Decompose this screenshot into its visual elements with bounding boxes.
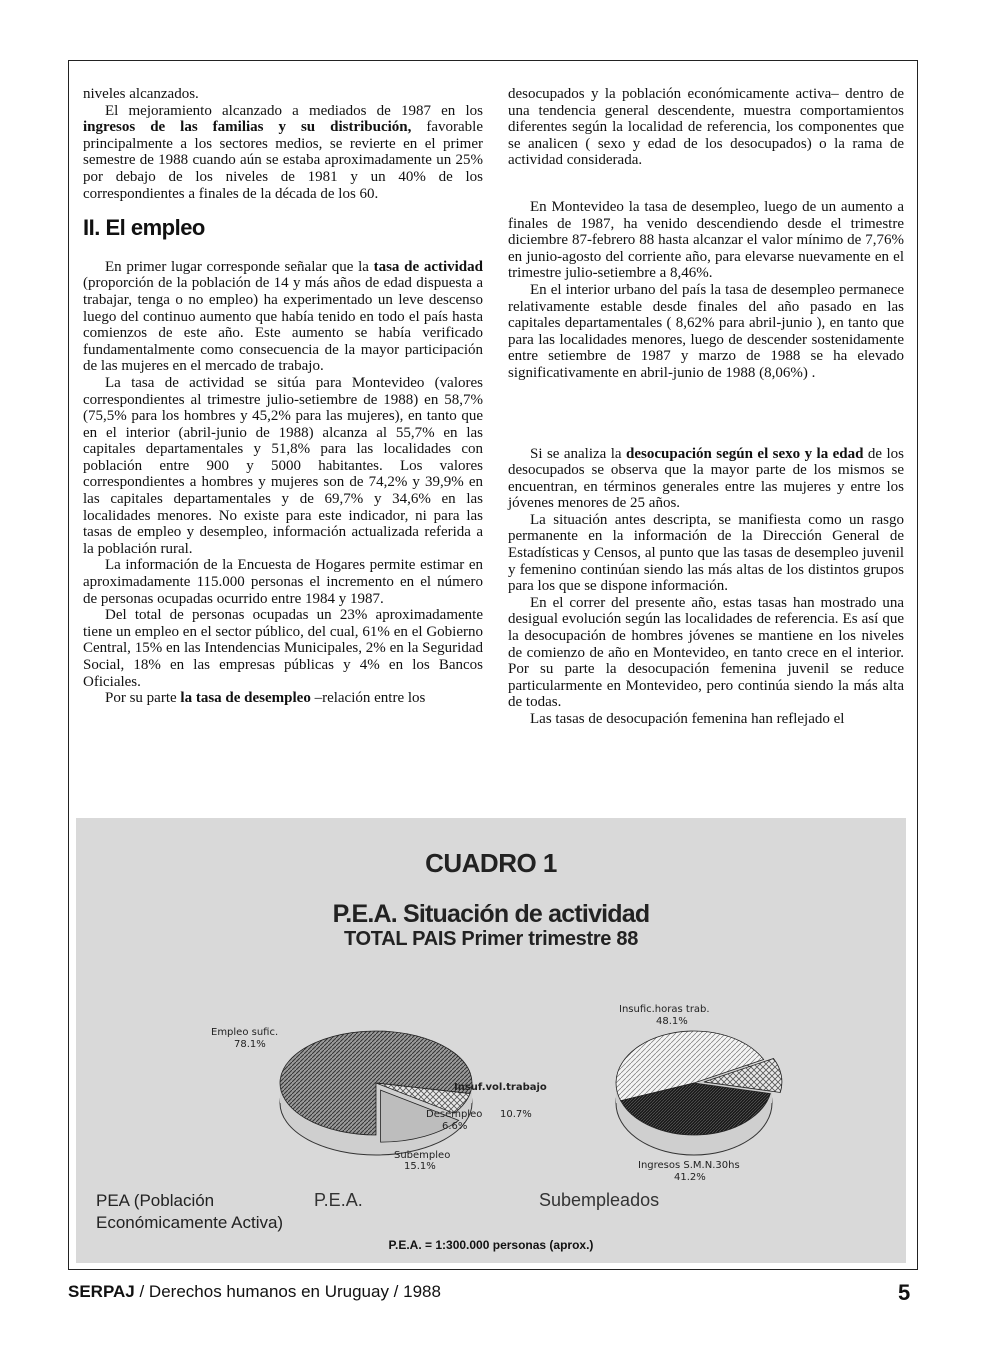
value-subempleo: 15.1% [404, 1161, 436, 1172]
paragraph: En el interior urbano del país la tasa de desempleo permanece relativamente estable desde finales del año pasado en las capitales departamentales ( 8,62% para abril-junio ), en tanto que para las localidades menores, luego de descender sostenidamente entre setiembre de 1987 y marzo de 1988 se ha elevado significativamente en abril-junio de 1988 (8,06%) . [508, 281, 904, 381]
left-column [83, 86, 483, 707]
value-insufic-horas: 48.1% [656, 1016, 688, 1027]
cuadro-label: CUADRO 1 [425, 848, 557, 878]
paragraph: niveles alcanzados. [83, 86, 199, 102]
footer: SERPAJ / Derechos humanos en Uruguay / 1988 [68, 1282, 441, 1301]
label-subempleo: Subempleo [394, 1150, 451, 1161]
paragraph-tasa-actividad: En primer lugar corresponde señalar que la tasa de actividad (proporción de la población de 14 y más años de edad dispuesta a trabajar, tenga o no empleo) ha experimentado un leve descenso luego del continuo aumento que había tenido en todo el país hasta comienzos de este año. Este aumento se había verificado fundamentalmente como consecuencia de la mayor participación de las mujeres en el mercado de trabajo. [83, 258, 483, 375]
paragraph-desocupacion: Si se analiza la desocupación según el sexo y la edad de los desocupados se observa que la mayor parte de los mismos se encuentran, en términos generales entre las mujeres y entre los jóvenes menores de 25 años. [508, 445, 905, 512]
value-ingresos: 41.2% [674, 1172, 706, 1183]
paragraph-ingresos: El mejoramiento alcanzado a mediados de 1987 en los ingresos de las familias y su distribución, favorable principalmente a los sectores medios, se revierte en el primer semestre de 1988 cuando aún se estaba aproximadamente un 25% por debajo de los niveles de 1981 y un 40% de los correspondientes a finales de la década de los 60. [83, 102, 483, 202]
paragraph: desocupados y la población económicamente activa– dentro de una tendencia general descendente, muestra comportamientos diferentes según la localidad de referencia, los componentes que se analicen ( sexo y edad de los desocupados) o la rama de actividad considerada. [508, 86, 904, 169]
label-desempleo: Desempleo [426, 1109, 483, 1120]
label-insuf-vol: Insuf.vol.trabajo [454, 1082, 547, 1093]
paragraph: En el correr del presente año, estas tasas han mostrado una desigual evolución según las localidades de referencia. Es así que la desocupación de hombres jóvenes se mantiene en los niveles de comienzo de año en Montevideo, en tanto crece en el interior. Por su parte la desocupación femenina juvenil se reduce particularmente en Montevideo, pero continúa siendo la más alta de todas. [508, 594, 904, 711]
pie-title-subempleados: Subempleados [539, 1190, 660, 1210]
value-desempleo: 6.6% [442, 1121, 468, 1132]
paragraph: La tasa de actividad se sitúa para Montevideo (valores correspondientes al trimestre julio-setiembre de 1988) en 58,7% (75,5% para los hombres y 45,2% para las mujeres), en tanto que en el interior (abril-junio de 1988) alcanza al 55,7% en las capitales departamentales y 51,8% para las localidades con población entre 900 y 5000 habitantes. Los valores correspondientes a hombres y mujeres son de 74,2% y 39,9% en las capitales departamentales y de 69,7% y 34,6% en las localidades menores. No existe para este indicador, ni para las tasas de empleo y desempleo, información actualizada referida a la población rural. [83, 374, 483, 557]
pea-note: PEA (Población Económicamente Activa) [96, 1191, 284, 1232]
chart-title: P.E.A. Situación de actividad [332, 900, 650, 928]
right-column [508, 86, 904, 728]
paragraph: En Montevideo la tasa de desempleo, luego de un aumento a finales de 1987, ha venido descendiendo desde el trimestre diciembre 87-febrero 88 hasta alcanzar el valor mínimo de 7,76% en junio-agosto del corriente año, para elevarse nuevamente en el trimestre julio-setiembre a 8,46%. [508, 198, 904, 282]
cuadro-figure [76, 818, 906, 1263]
label-empleo-sufic: Empleo sufic. [211, 1027, 279, 1038]
pie-title-pea: P.E.A. [314, 1190, 363, 1210]
chart-subtitle: TOTAL PAIS Primer trimestre 88 [343, 928, 639, 950]
page-number: 5 [898, 1280, 911, 1305]
paragraph: La situación antes descripta, se manifiesta como un rasgo permanente en la información de la Dirección General de Estadísticas y Censos, al punto que las tasas de desempleo juvenil y femenino continúan siendo las más altas de los distintos grupos para los que se dispone información. [508, 511, 904, 595]
section-title: II. El empleo [83, 215, 205, 241]
paragraph: Las tasas de desocupación femenina han reflejado el [530, 711, 845, 727]
label-ingresos: Ingresos S.M.N.30hs [638, 1160, 740, 1171]
value-empleo-sufic: 78.1% [234, 1039, 266, 1050]
value-insuf-vol: 10.7% [500, 1109, 532, 1120]
paragraph: La información de la Encuesta de Hogares permite estimar en aproximadamente 115.000 personas el incremento en el número de personas ocupadas ocurrido entre 1984 y 1987. [83, 557, 483, 607]
paragraph: Del total de personas ocupadas un 23% aproximadamente tiene un empleo en el sector público, del cual, 61% en el Gobierno Central, 15% en las Intendencias Municipales, 2% en la Seguridad Social, 18% en las empresas públicas y 4% en los Bancos Oficiales. [83, 607, 483, 690]
paragraph-tasa-desempleo: Por su parte la tasa de desempleo –relación entre los [105, 690, 426, 707]
pea-total: P.E.A. = 1:300.000 personas (aprox.) [388, 1238, 594, 1252]
label-insufic-horas: Insufic.horas trab. [619, 1004, 710, 1015]
